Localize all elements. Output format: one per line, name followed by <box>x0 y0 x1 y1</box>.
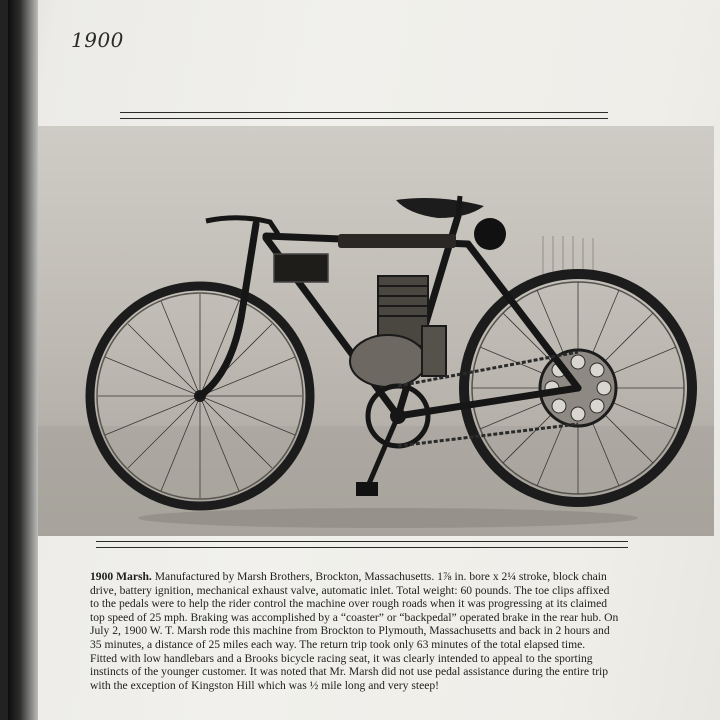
caption-line-9: with the exception of Kingston Hill which was ½ mile long and very steep! <box>90 678 440 692</box>
caption-line-text: Manufactured by Marsh Brothers, Brockton, Massachusetts. 1⅞ in. bore x 2¼ stroke, block chain <box>151 570 607 583</box>
caption-title: 1900 Marsh. <box>90 570 152 583</box>
caption-line-6: 35 minutes, a distance of 25 miles each way. The return trip took only 63 minutes of the total elapsed time. <box>90 637 586 651</box>
page-year-heading: 1900 <box>71 28 124 52</box>
caption-line-8: instincts of the younger customer. It was noted that Mr. Marsh did not use pedal assistance during the entire trip <box>90 665 609 679</box>
bottom-rule-1 <box>96 541 628 542</box>
photo-caption <box>90 570 650 692</box>
motorcycle-illustration <box>38 126 714 536</box>
book-gutter-shadow <box>8 0 38 720</box>
caption-line-1 <box>90 570 650 584</box>
caption-line-2: drive, battery ignition, mechanical exhaust valve, automatic inlet. Total weight: 60 pounds. The toe clips affixed <box>90 583 610 597</box>
motorcycle-photograph <box>38 126 714 536</box>
caption-line-4: top speed of 25 mph. Braking was accomplished by a “coaster” or “backpedal” operated brake in the rear hub. On <box>90 610 619 624</box>
top-rule-2 <box>120 118 608 119</box>
caption-line-5: July 2, 1900 W. T. Marsh rode this machine from Brockton to Plymouth, Massachusetts and back in 2 hours and <box>90 624 610 638</box>
caption-line-7: Fitted with low handlebars and a Brooks bicycle racing seat, it was clearly intended to appeal to the sporting <box>90 651 593 665</box>
book-page <box>8 0 720 720</box>
top-rule-1 <box>120 112 608 113</box>
caption-line-3: to the pedals were to help the rider control the machine over rough roads when it was progressing at its claimed <box>90 597 608 611</box>
bottom-rule-2 <box>96 547 628 548</box>
